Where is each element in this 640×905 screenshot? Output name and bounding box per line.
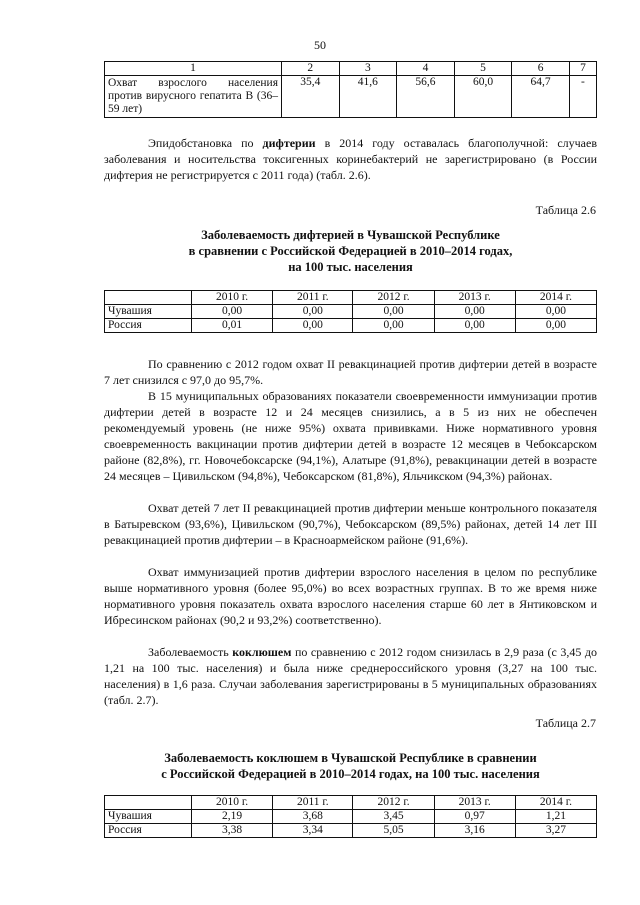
value-cell: 0,00 xyxy=(515,305,596,319)
value-cell: 3,45 xyxy=(353,810,434,824)
year-header: 2010 г. xyxy=(192,796,273,810)
year-header-row xyxy=(105,291,597,305)
value-cell: 0,97 xyxy=(434,810,515,824)
paragraph: В 15 муниципальных образованиях показатели своевременности иммунизации против дифтерии детей в возрасте 12 и 24 месяцев снизились, а в 5 из них не обеспечен рекомендуемый уровень (не ниже 95%) охвата прививками. Ниже нормативного уровня своевременность вакцинации против дифтерии детей в возрасте 12 месяцев в Чебоксарском районе (82,8%), гг. Новочебоксарске (94,1%), Алатыре (91,8%), ревакцинации детей в возрасте 24 месяцев – Цивильском (94,8%), Чебоксарском (81,8%), Яльчикском (94,3%) районах. xyxy=(104,389,597,483)
paragraph-pertussis xyxy=(104,644,597,708)
paragraph: Охват детей 7 лет II ревакцинацией против дифтерии меньше контрольного показателя в Батыревском (93,6%), Цивильском (90,7%), Чебоксарском (89,5%) районах, детей 14 лет III ревакцинацией против дифтерии – в Красноармейском районе (91,6%). xyxy=(104,501,597,547)
value-cell: 64,7 xyxy=(512,76,570,118)
value-cell: 0,00 xyxy=(192,305,273,319)
table-number: Таблица 2.6 xyxy=(535,203,596,217)
year-header-row xyxy=(105,796,597,810)
value-cell: 0,00 xyxy=(434,305,515,319)
header-cell: 7 xyxy=(569,62,596,76)
title-line: в сравнении с Российской Федерацией в 2010–2014 годах, xyxy=(188,244,513,258)
year-header: 2011 г. xyxy=(273,796,353,810)
bold-term: коклюшем xyxy=(232,645,292,659)
text-run: в 2014 году оставалась благополучной: случаев заболевания и носительства токсигенных коринебактерий не зарегистрировано (в России дифтерия не регистрируется с 2011 года) (табл. 2.6). xyxy=(104,136,597,182)
paragraph: Охват иммунизацией против дифтерии взрослого населения в целом по республике выше нормативного уровня (более 95,0%) во всех возрастных группах. В то же время ниже нормативного уровня показатель охвата взрослого населения старше 60 лет в Янтиковском и Ибресинском районах (90,2 и 93,2%) соответственно). xyxy=(104,565,597,627)
header-cell: 5 xyxy=(454,62,512,76)
text-run: по сравнению с 2012 годом снизилась в 2,9 раза (с 3,45 до 1,21 на 100 тыс. населения) и была ниже среднероссийского уровня (3,27 на 100 тыс. населения) в 1,6 раза. Случаи заболевания зарегистрированы в 5 муниципальных образованиях (табл. 2.7). xyxy=(104,645,597,707)
top-table xyxy=(104,61,597,118)
value-cell: 0,00 xyxy=(515,319,596,333)
year-header: 2012 г. xyxy=(353,291,434,305)
blank-header-cell xyxy=(105,796,192,810)
paragraph-diphtheria xyxy=(104,135,597,183)
year-header: 2012 г. xyxy=(353,796,434,810)
text-run: Заболеваемость xyxy=(148,645,233,659)
year-header: 2014 г. xyxy=(515,796,596,810)
table-2-6 xyxy=(104,290,597,333)
row-label: Россия xyxy=(105,319,192,333)
header-cell: 2 xyxy=(282,62,340,76)
table-row xyxy=(105,810,597,824)
title-line: на 100 тыс. населения xyxy=(288,260,413,274)
value-cell: 0,01 xyxy=(192,319,273,333)
title-line: Заболеваемость коклюшем в Чувашской Республике в сравнении xyxy=(164,751,537,765)
year-header: 2013 г. xyxy=(434,796,515,810)
value-cell: 1,21 xyxy=(515,810,596,824)
table-title xyxy=(104,750,597,782)
value-cell: 60,0 xyxy=(454,76,512,118)
table-title xyxy=(104,227,597,275)
table-row xyxy=(105,76,597,118)
year-header: 2010 г. xyxy=(192,291,273,305)
value-cell: 0,00 xyxy=(273,319,353,333)
value-cell: 56,6 xyxy=(397,76,455,118)
value-cell: 0,00 xyxy=(353,319,434,333)
value-cell: 0,00 xyxy=(273,305,353,319)
title-line: с Российской Федерацией в 2010–2014 годах, на 100 тыс. населения xyxy=(161,767,540,781)
title-line: Заболеваемость дифтерией в Чувашской Республике xyxy=(201,228,500,242)
value-cell: 3,27 xyxy=(515,824,596,838)
table-row xyxy=(105,824,597,838)
year-header: 2014 г. xyxy=(515,291,596,305)
row-label: Чувашия xyxy=(105,305,192,319)
year-header: 2011 г. xyxy=(273,291,353,305)
value-cell: 35,4 xyxy=(282,76,340,118)
value-cell: 5,05 xyxy=(353,824,434,838)
value-cell: 3,38 xyxy=(192,824,273,838)
header-cell: 6 xyxy=(512,62,570,76)
paragraph: По сравнению с 2012 годом охват II ревакцинацией против дифтерии детей в возрасте 7 лет снизился с 97,0 до 95,7%. xyxy=(104,357,597,387)
value-cell: 3,34 xyxy=(273,824,353,838)
page-number: 50 xyxy=(314,38,326,52)
blank-header-cell xyxy=(105,291,192,305)
year-header: 2013 г. xyxy=(434,291,515,305)
value-cell: 2,19 xyxy=(192,810,273,824)
row-label: Россия xyxy=(105,824,192,838)
table-number: Таблица 2.7 xyxy=(535,716,596,730)
header-cell: 4 xyxy=(397,62,455,76)
header-cell: 1 xyxy=(105,62,282,76)
table-row xyxy=(105,319,597,333)
value-cell: - xyxy=(569,76,596,118)
value-cell: 3,68 xyxy=(273,810,353,824)
value-cell: 3,16 xyxy=(434,824,515,838)
table-2-7 xyxy=(104,795,597,838)
top-table-header-row xyxy=(105,62,597,76)
bold-term: дифтерии xyxy=(262,136,316,150)
header-cell: 3 xyxy=(339,62,397,76)
value-cell: 0,00 xyxy=(434,319,515,333)
value-cell: 41,6 xyxy=(339,76,397,118)
value-cell: 0,00 xyxy=(353,305,434,319)
table-row xyxy=(105,305,597,319)
row-label: Чувашия xyxy=(105,810,192,824)
row-label: Охват взрослого населения против вирусного гепатита В (36–59 лет) xyxy=(105,76,282,118)
text-run: Эпидобстановка по xyxy=(148,136,263,150)
